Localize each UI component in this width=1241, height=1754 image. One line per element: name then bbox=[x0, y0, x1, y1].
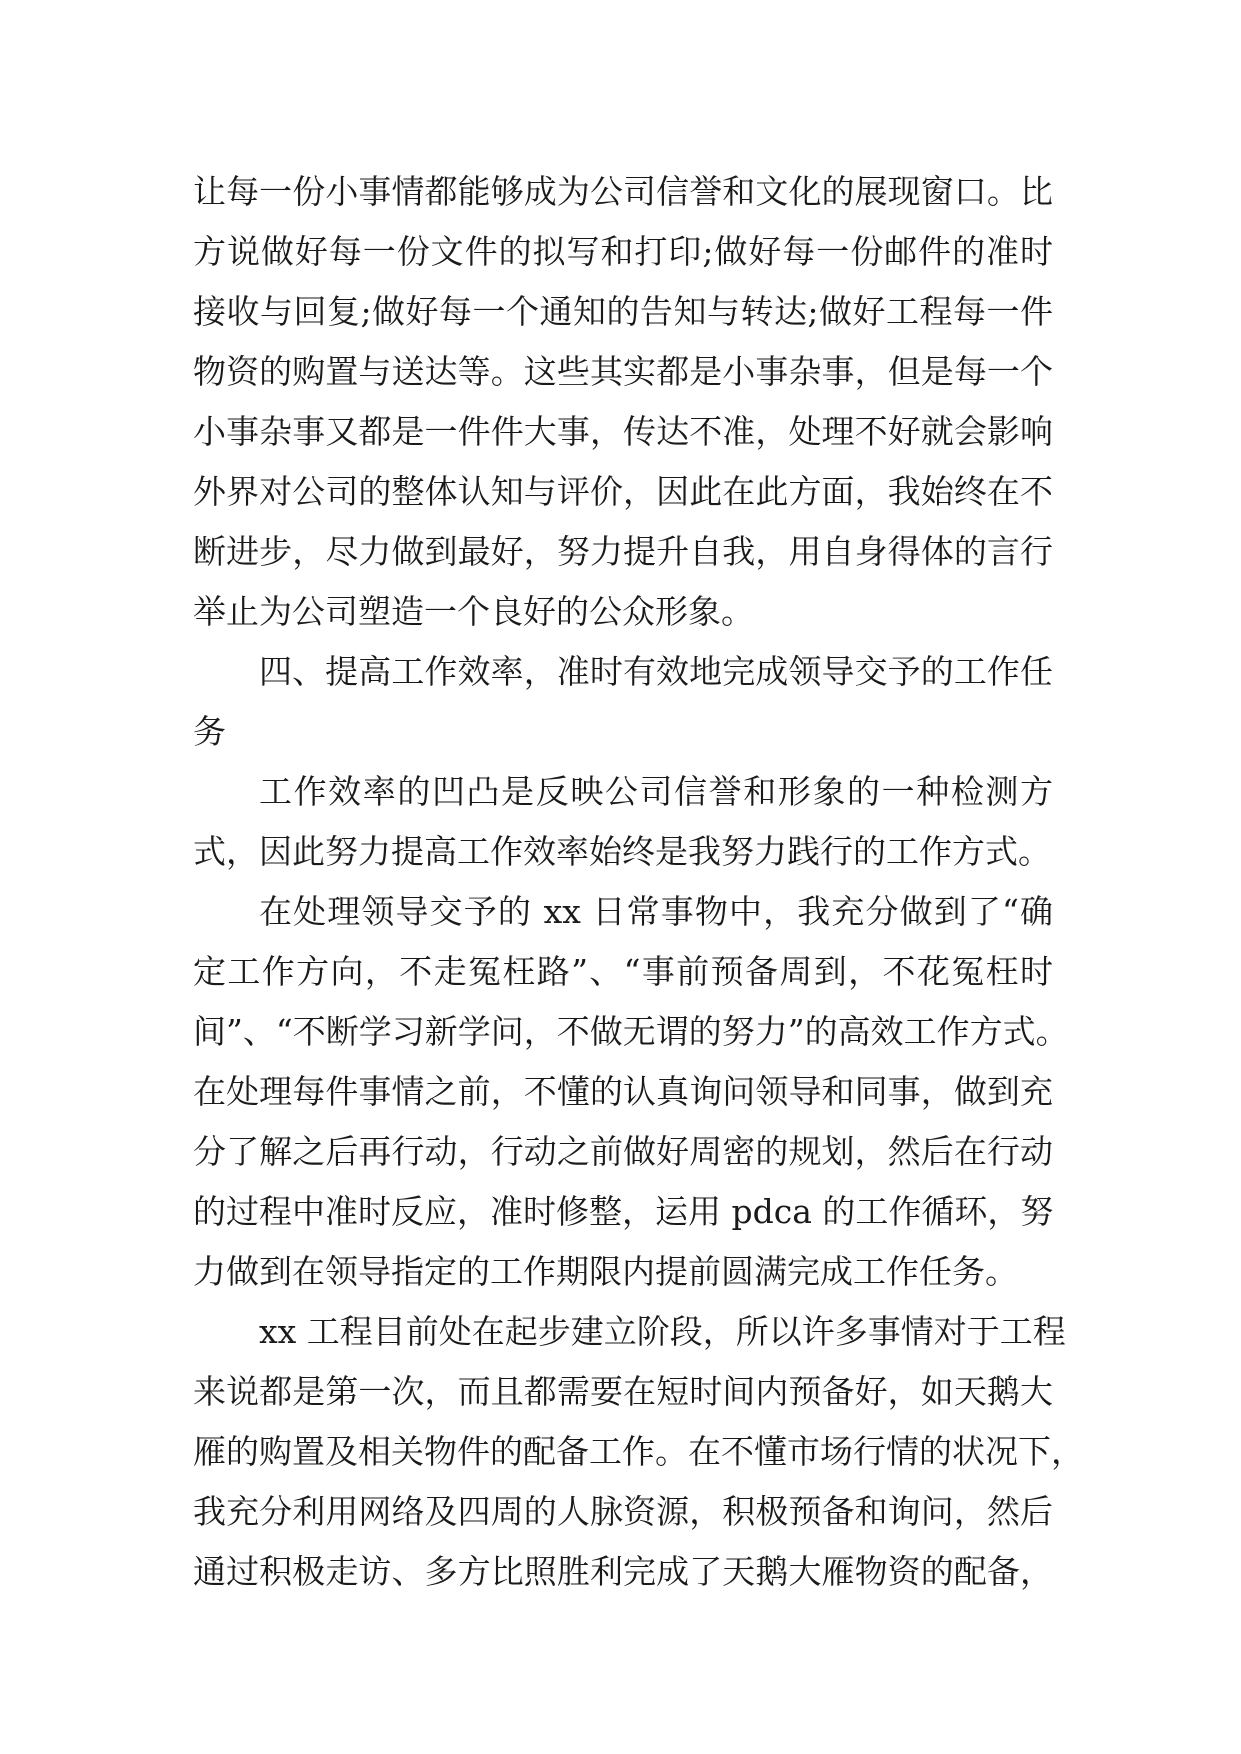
body-text bbox=[193, 162, 1084, 1602]
text-line: 断进步，尽力做到最好，努力提升自我，用自身得体的言行 bbox=[193, 532, 1053, 571]
text-line: 的过程中准时反应，准时修整，运用 pdca 的工作循环，努 bbox=[193, 1192, 1054, 1231]
text-line: 方说做好每一份文件的拟写和打印;做好每一份邮件的准时 bbox=[193, 232, 1053, 271]
text-line: 通过积极走访、多方比照胜利完成了天鹅大雁物资的配备， bbox=[193, 1552, 1053, 1591]
text-line: 力做到在领导指定的工作期限内提前圆满完成工作任务。 bbox=[193, 1252, 1018, 1291]
section-heading: 四、提高工作效率，准时有效地完成领导交予的工作任 bbox=[259, 652, 1053, 691]
text-line: 定工作方向，不走冤枉路”、“事前预备周到，不花冤枉时 bbox=[193, 952, 1053, 991]
text-line: 雁的购置及相关物件的配备工作。在不懂市场行情的状况下， bbox=[193, 1432, 1084, 1471]
text-line: 来说都是第一次，而且都需要在短时间内预备好，如天鹅大 bbox=[193, 1372, 1053, 1411]
text-line: 式，因此努力提高工作效率始终是我努力践行的工作方式。 bbox=[193, 832, 1051, 871]
text-line: 工作效率的凹凸是反映公司信誉和形象的一种检测方 bbox=[259, 772, 1053, 811]
text-line: 举止为公司塑造一个良好的公众形象。 bbox=[193, 592, 754, 631]
text-line: 小事杂事又都是一件件大事，传达不准，处理不好就会影响 bbox=[193, 412, 1053, 451]
text-line: 让每一份小事情都能够成为公司信誉和文化的展现窗口。比 bbox=[193, 172, 1053, 211]
text-line: 物资的购置与送达等。这些其实都是小事杂事，但是每一个 bbox=[193, 352, 1053, 391]
text-line: 我充分利用网络及四周的人脉资源，积极预备和询问，然后 bbox=[193, 1492, 1053, 1531]
text-line: 接收与回复;做好每一个通知的告知与转达;做好工程每一件 bbox=[193, 292, 1053, 331]
text-line: 在处理每件事情之前，不懂的认真询问领导和同事，做到充 bbox=[193, 1072, 1053, 1111]
text-line: 分了解之后再行动，行动之前做好周密的规划，然后在行动 bbox=[193, 1132, 1053, 1171]
text-line: 在处理领导交予的 xx 日常事物中，我充分做到了“确 bbox=[259, 892, 1053, 931]
text-line: 间”、“不断学习新学问，不做无谓的努力”的高效工作方式。 bbox=[193, 1012, 1069, 1051]
text-line: 外界对公司的整体认知与评价，因此在此方面，我始终在不 bbox=[193, 472, 1053, 511]
text-line: xx 工程目前处在起步建立阶段，所以许多事情对于工程 bbox=[259, 1312, 1066, 1351]
section-heading-continuation: 务 bbox=[193, 712, 226, 751]
